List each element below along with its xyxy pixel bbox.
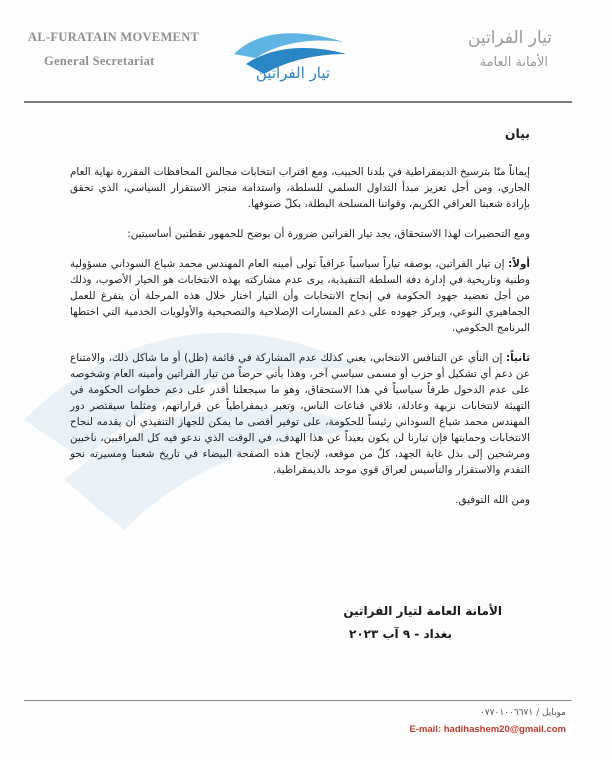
point-two-text: إن النأي عن التنافس الانتخابي، يعني كذلك عدم المشاركة في قائمة (ظل) أو ما شاكل ذلك، والامتناع عن دعم أي تشكيل أو حزب أو مسمى سياسي آخر، وهذا يأتي حرصاً من تيار الفراتين وأمينه العام وشخوصه على عدم الدخول طرفاً سياسياً في هذا الاستحقاق، وهو ما سيجعلنا أقدر على دعم خطوات الحكومة في التهيئة لانتخابات نزيهة وعادلة، تلاقي قناعات الناس، وتعبر ديمقراطياً عن قراراتهم، ومثلما سيقتصر دور المهندس محمد شياع السوداني رئيساً للحكومة، على توفير أقصى ما يمكن للجهاز التنفيذي أن يقدمه لنجاح الانتخابات وحمايتها فإن تيارنا لن يكون بعيداً عن هذا الهدف، في الوقت الذي ندعو فيه كل المراقبين، ناخبين ومرشحين إلى بذل غاية الجهد، كلٌ من موقعه، لإنجاح هذه الصفحة البيضاء في تاريخ شعبنا ومسيرته نحو التقدم والاستقرار والتأسيس لعراق قوي موحد بالديمقراطية. xyxy=(70,352,530,476)
dept-name-en: General Secretariat xyxy=(44,54,155,68)
header-divider xyxy=(24,101,572,103)
signature-date: بغداد - ٩ آب ٢٠٢٣ xyxy=(349,627,452,641)
point-two-label: ثانياً: xyxy=(505,352,530,364)
point-one-label: أولاً: xyxy=(508,258,530,270)
org-name-ar: تيار الفراتين xyxy=(467,28,552,48)
point-two-paragraph xyxy=(70,350,530,478)
logo-wordmark: تيار الفراتين xyxy=(255,64,331,82)
signature-name: الأمانة العامة لتيار الفراتين xyxy=(343,604,502,618)
footer-divider xyxy=(24,700,572,701)
org-name-en: AL-FURATAIN MOVEMENT xyxy=(28,30,200,44)
statement-title: بيان xyxy=(504,126,530,141)
closing-line: ومن الله التوفيق. xyxy=(455,494,530,506)
dept-name-ar: الأمانة العامة xyxy=(479,55,548,70)
footer-phone: موبايل / ٠٧٧٠١٠٠٦٦٧١ xyxy=(480,708,566,718)
statement-body xyxy=(70,126,530,522)
point-one-text: إن تيار الفراتين، بوصفه تياراً سياسياً عراقياً تولى أمينه العام المهندس محمد شياع السوداني مسؤولية وطنية وتاريخية في إدارة دفة السلطة التنفيذية، يرى عدم مشاركته بهذه الانتخابات هو الخيار الأصوب، وذلك من أجل تعضيد جهود الحكومة في إنجاح الانتخابات وأن التيار اختار خلال هذه المرحلة أن يتفرغ للعمل الجماهيري النوعي، ويركز جهوده على دعم المسارات الإصلاحية والتصحيحية والأولويات الخدمية التي اختطها البرنامج الحكومي. xyxy=(70,258,530,334)
intro-paragraph: إيماناً منّا بترسيخ الديمقراطية في بلدنا الحبيب، ومع اقتراب انتخابات مجالس المحافظات المقررة نهاية العام الجاري، ومن أجل تعزيز مبدأ التداول السلمي للسلطة، واستدامة منجز الاستقرار السياسي، الذي تحقق بإرادة شعبنا العراقي الكريم، وقواتنا المسلحة البطلة، بكلّ صنوفها. xyxy=(70,166,530,210)
footer-email: E-mail: hadihashem20@gmail.com xyxy=(409,724,566,735)
preface-paragraph: ومع التحضيرات لهذا الاستحقاق، يجد تيار الفراتين ضرورة أن يوضح للجمهور نقطتين أساسيتين: xyxy=(127,228,530,240)
point-one-paragraph xyxy=(70,256,530,336)
